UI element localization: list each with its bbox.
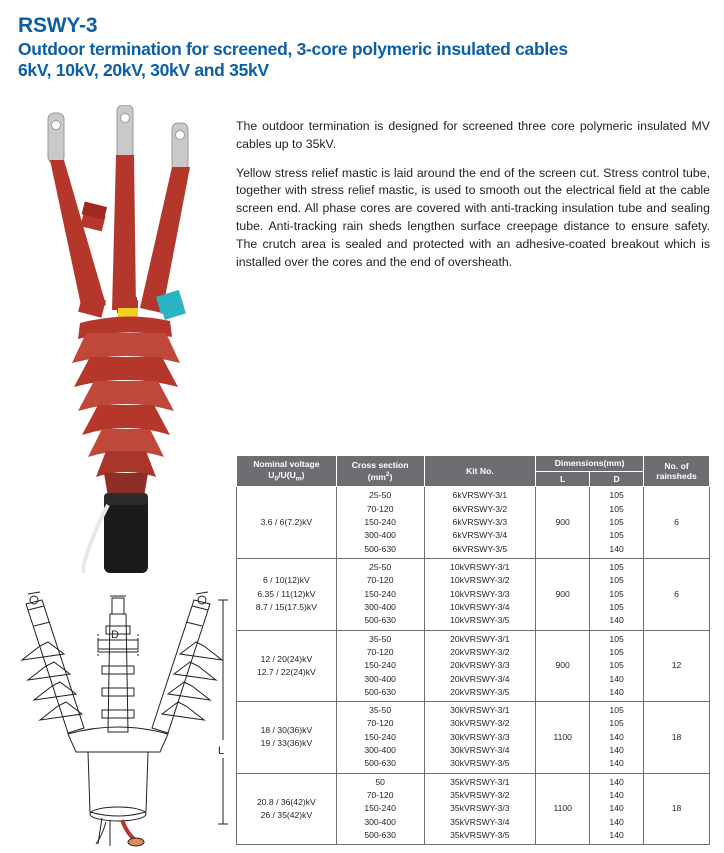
th-dimension-d: D bbox=[590, 471, 644, 487]
core-right bbox=[140, 167, 190, 313]
cell-voltage: 6 / 10(12)kV 6.35 / 11(12)kV 8.7 / 15(17.5)kV bbox=[237, 559, 337, 631]
cell-rainsheds: 6 bbox=[644, 487, 710, 559]
th-rainsheds-line2: rainsheds bbox=[656, 471, 697, 482]
cell-kit-no: 6kVRSWY-3/1 6kVRSWY-3/2 6kVRSWY-3/3 6kVRSWY-3/4 6kVRSWY-3/5 bbox=[424, 487, 536, 559]
th-dimension-l: L bbox=[536, 471, 590, 487]
drawing-middle-core bbox=[98, 596, 138, 732]
table-row bbox=[237, 487, 710, 559]
page-header bbox=[0, 0, 724, 85]
th-rainsheds bbox=[644, 456, 710, 487]
cell-rainsheds: 18 bbox=[644, 702, 710, 774]
th-cross-section bbox=[336, 456, 424, 487]
cell-length: 900 bbox=[536, 559, 590, 631]
cell-diameter: 105 105 105 105 140 bbox=[590, 559, 644, 631]
core-middle bbox=[112, 155, 136, 310]
cable-lug-right bbox=[172, 123, 188, 171]
cell-voltage: 3.6 / 6(7.2)kV bbox=[237, 487, 337, 559]
product-photo bbox=[20, 105, 220, 575]
cable-lug-left bbox=[48, 113, 64, 163]
drawing-right-core bbox=[152, 592, 222, 733]
table-row bbox=[237, 773, 710, 845]
th-cross-section-line2: $(mm^2)$ bbox=[367, 470, 393, 482]
drawing-left-core bbox=[22, 592, 84, 733]
drawing-breakout bbox=[68, 727, 168, 752]
dimension-label-d: D bbox=[111, 629, 119, 641]
cell-diameter: 105 105 105 105 140 bbox=[590, 487, 644, 559]
cell-length: 900 bbox=[536, 487, 590, 559]
description-paragraph-2: Yellow stress relief mastic is laid around the end of the screen cut. Stress control tube, together with stress relief mastic, is used to smooth out the electrical field at the cable screen end. All phase cores are covered with anti-tracking insulation tube and sealing tube. Anti-tracking rain sheds lengthen surface creepage distance to ensure safety. The crutch area is sealed and protected with an adhesive-coated breakout which is installed over the cores and the end of oversheath. bbox=[236, 165, 710, 269]
core-left bbox=[50, 160, 106, 310]
page-title: RSWY-3 bbox=[18, 14, 98, 37]
cell-diameter: 140 140 140 140 140 bbox=[590, 773, 644, 845]
cell-voltage: 18 / 30(36)kV 19 / 33(36)kV bbox=[237, 702, 337, 774]
cell-voltage: 12 / 20(24)kV 12.7 / 22(24)kV bbox=[237, 630, 337, 702]
cell-length: 1100 bbox=[536, 773, 590, 845]
cable-lug-middle bbox=[117, 105, 133, 159]
page-subtitle: Outdoor termination for screened, 3-core polymeric insulated cables bbox=[18, 38, 568, 59]
cell-voltage: 20.8 / 36(42)kV 26 / 35(42)kV bbox=[237, 773, 337, 845]
cell-kit-no: 20kVRSWY-3/1 20kVRSWY-3/2 20kVRSWY-3/3 20kVRSWY-3/4 20kVRSWY-3/5 bbox=[424, 630, 536, 702]
cell-rainsheds: 12 bbox=[644, 630, 710, 702]
cell-diameter: 105 105 105 140 140 bbox=[590, 630, 644, 702]
table-row bbox=[237, 630, 710, 702]
th-dimensions: Dimensions(mm) bbox=[536, 456, 644, 472]
cell-kit-no: 10kVRSWY-3/1 10kVRSWY-3/2 10kVRSWY-3/3 10kVRSWY-3/4 10kVRSWY-3/5 bbox=[424, 559, 536, 631]
specification-table-wrapper bbox=[236, 455, 710, 845]
table-row bbox=[237, 559, 710, 631]
cell-kit-no: 35kVRSWY-3/1 35kVRSWY-3/2 35kVRSWY-3/3 35kVRSWY-3/4 35kVRSWY-3/5 bbox=[424, 773, 536, 845]
cable-sheath bbox=[104, 495, 148, 573]
table-row bbox=[237, 702, 710, 774]
drawing-body bbox=[88, 752, 148, 816]
page-voltage-range: 6kV, 10kV, 20kV, 30kV and 35kV bbox=[18, 60, 269, 81]
rain-sheds bbox=[72, 316, 180, 477]
table-header-row bbox=[237, 456, 710, 472]
cell-length: 900 bbox=[536, 630, 590, 702]
cell-length: 1100 bbox=[536, 702, 590, 774]
cell-cross-section: 25-50 70-120 150-240 300-400 500-630 bbox=[336, 487, 424, 559]
th-nominal-voltage bbox=[237, 456, 337, 487]
cell-rainsheds: 18 bbox=[644, 773, 710, 845]
specification-table bbox=[236, 455, 710, 845]
technical-drawing bbox=[10, 580, 235, 848]
th-nominal-voltage-line1: Nominal voltage bbox=[253, 458, 320, 469]
description-paragraph-1: The outdoor termination is designed for screened three core polymeric insulated MV cables up to 35kV. bbox=[236, 119, 710, 151]
th-kit-no: Kit No. bbox=[424, 456, 536, 487]
th-cross-section-line1: Cross section bbox=[351, 460, 409, 471]
description-block bbox=[236, 118, 710, 283]
cell-cross-section: 35-50 70-120 150-240 300-400 500-630 bbox=[336, 630, 424, 702]
th-nominal-voltage-line2: $U_0/U(U_m)$ bbox=[268, 469, 305, 483]
dimension-label-l: L bbox=[218, 745, 225, 757]
th-rainsheds-line1: No. of bbox=[664, 460, 689, 471]
cell-diameter: 105 105 140 140 140 bbox=[590, 702, 644, 774]
cell-rainsheds: 6 bbox=[644, 559, 710, 631]
cell-kit-no: 30kVRSWY-3/1 30kVRSWY-3/2 30kVRSWY-3/3 30kVRSWY-3/4 30kVRSWY-3/5 bbox=[424, 702, 536, 774]
cell-cross-section: 35-50 70-120 150-240 300-400 500-630 bbox=[336, 702, 424, 774]
cell-cross-section: 50 70-120 150-240 300-400 500-630 bbox=[336, 773, 424, 845]
drawing-collar-d bbox=[98, 640, 138, 649]
cell-cross-section: 25-50 70-120 150-240 300-400 500-630 bbox=[336, 559, 424, 631]
